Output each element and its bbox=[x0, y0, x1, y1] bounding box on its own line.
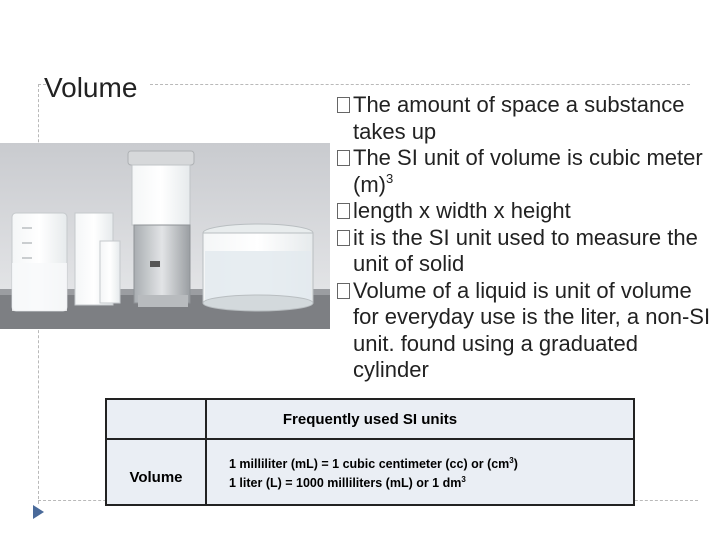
bullet-text: it is the SI unit used to measure the unit of solid bbox=[353, 224, 698, 276]
conversion-line-1 bbox=[229, 457, 518, 471]
square-bullet-icon bbox=[337, 97, 350, 113]
slide-title: Volume bbox=[44, 72, 138, 103]
bullet-text: length x width x height bbox=[353, 198, 571, 223]
bullet-text: The amount of space a substance takes up bbox=[353, 92, 685, 144]
superscript: 3 bbox=[509, 456, 514, 465]
conversion-text: 1 milliliter (mL) = 1 cubic centimeter (cc) or (cm bbox=[229, 457, 510, 471]
square-bullet-icon bbox=[337, 283, 350, 299]
square-bullet-icon bbox=[337, 203, 350, 219]
bullet-text: Volume of a liquid is unit of volume for everyday use is the liter, a non-SI unit. found using a graduated cylinder bbox=[353, 277, 711, 382]
nav-arrow-icon[interactable] bbox=[33, 505, 44, 519]
si-units-table bbox=[105, 398, 635, 506]
table-header: Frequently used SI units bbox=[282, 411, 458, 428]
conversion-text: 1 liter (L) = 1000 milliliters (mL) or 1 dm bbox=[229, 476, 462, 490]
bullet-item bbox=[332, 198, 712, 225]
lab-glassware-photo bbox=[0, 143, 330, 329]
bullet-item bbox=[332, 145, 712, 198]
bullet-item bbox=[332, 278, 712, 384]
square-bullet-icon bbox=[337, 150, 350, 166]
superscript: 3 bbox=[461, 475, 466, 484]
bullet-item bbox=[332, 225, 712, 278]
superscript: 3 bbox=[385, 170, 394, 186]
bullet-list bbox=[332, 92, 712, 384]
glassware-illustration bbox=[0, 143, 330, 329]
table-row-label: Volume bbox=[129, 469, 183, 486]
bullet-item bbox=[332, 92, 712, 145]
title-guide-line bbox=[150, 84, 690, 85]
conversion-text-end: ) bbox=[513, 457, 518, 471]
conversion-line-2 bbox=[229, 476, 466, 490]
square-bullet-icon bbox=[337, 230, 350, 246]
bullet-text: The SI unit of volume is cubic meter (m) bbox=[353, 145, 703, 197]
